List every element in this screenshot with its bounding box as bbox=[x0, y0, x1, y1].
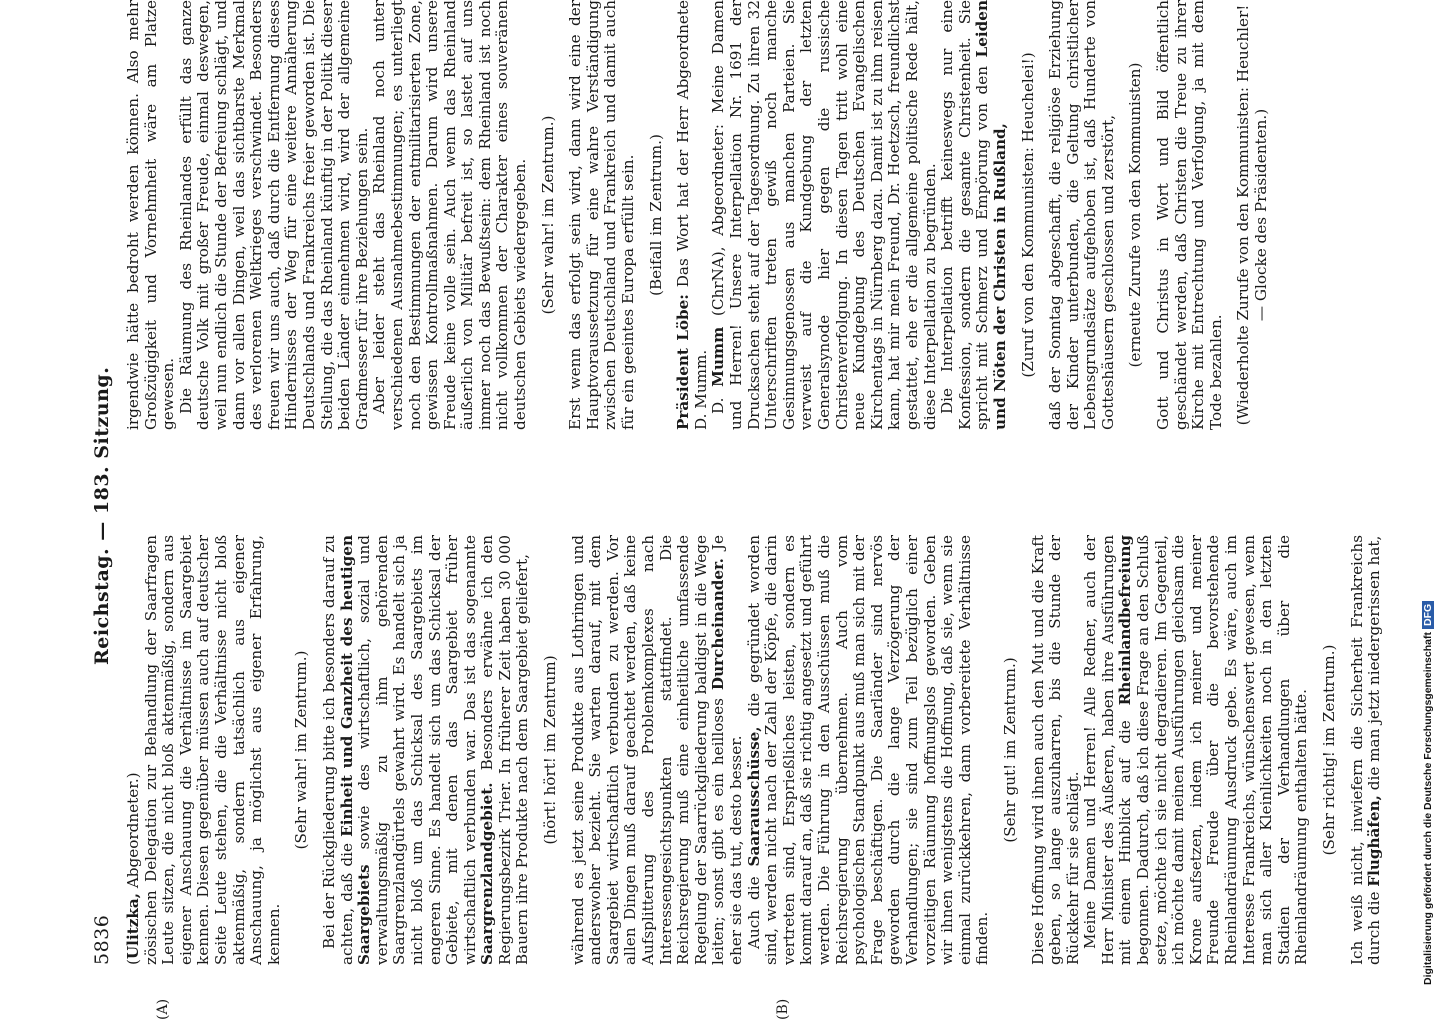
paragraph: Meine Damen und Herren! Alle Redner, auch der Herr Minister des Äußeren, haben ihre Ausführungen mit einem Hinblick auf die Rheinlandbefreiung begonnen. Dadurch, daß ich diese Frage an den Schluß setze, möchte ich sie nicht degradieren. Im Gegenteil, ich möchte damit meinen Ausführungen gleichsam die Krone aufsetzen, indem ich meiner und meiner Freunde Freude über die bevorstehende Rheinlandräumung Ausdruck gebe. Es wäre, auch im Interesse Frankreichs, wünschenswert gewesen, wenn man sich aller Kleinlichkeiten noch in den letzten Stadien der Verhandlungen über die Rheinlandräumung enthalten hätte. bbox=[1081, 535, 1311, 965]
paragraph: (Ulitzka, Abgeordneter.) bbox=[124, 772, 142, 965]
interjection: (Sehr gut! im Zentrum.) bbox=[1000, 657, 1019, 843]
margin-marker-a: (A) bbox=[155, 998, 171, 1020]
paragraph: Aber leider steht das Rheinland noch unter verschiedenen Ausnahmebestimmungen; es unterliegt noch den Bestimmungen der entmilitarisierten Zone, gewissen Kontrollmaßnahmen. Darum wird unsere Freude keine volle sein. Auch wenn das Rheinland äußerlich von Militär befreit ist, so lastet auf uns immer noch das Bewußtsein: dem Rheinland ist noch nicht vollkommen der Charakter eines souveränen deutschen Gebiets wiedergegeben. bbox=[370, 0, 530, 430]
credit-text: Digitalisierung gefördert durch die Deutsche Forschungsgemeinschaft bbox=[1422, 632, 1434, 985]
digitization-credit bbox=[1422, 601, 1434, 985]
interjection: (Sehr richtig! im Zentrum.) bbox=[1320, 644, 1338, 856]
text-column-left bbox=[125, 535, 1384, 965]
rotated-page bbox=[85, 0, 1384, 1020]
text-column-right bbox=[125, 0, 1281, 430]
paragraph: Präsident Löbe: Das Wort hat der Herr Abgeordnete D. Mumm. bbox=[674, 0, 710, 430]
interjection: (Zuruf von den Kommunisten: Heuchelei!) bbox=[1018, 52, 1037, 378]
page-number: 5836 bbox=[91, 914, 113, 965]
interjection: (Beifall im Zentrum.) bbox=[646, 134, 665, 296]
paragraph: Gott und Christus in Wort und Bild öffentlich geschändet werden, daß Christen die Treue zu ihrer Kirche mit Entrechtung und Verfolgung, ja mit dem Tode bezahlen. bbox=[1154, 0, 1225, 430]
paragraph: Erst wenn das erfolgt sein wird, dann wird eine der Hauptvoraussetzung für eine wahre Verständigung zwischen Deutschland und Frankreich und damit auch für ein geeintes Europa erfüllt sein. bbox=[566, 0, 638, 430]
paragraph: zösischen Delegation zur Behandlung der Saarfragen Leute sitzen, die nicht bloß aktenmäßig, sondern aus eigener Anschauung die Verhältnisse im Saargebiet kennen. Diesen gegenüber müssen auch auf deutscher Seite Leute stehen, die die Verhältnisse nicht bloß aktenmäßig, sondern tatsächlich aus eigener Anschauung, ja möglichst aus eigener Erfahrung, kennen. bbox=[141, 535, 283, 965]
interjection: (Wiederholte Zurufe von den Kommunisten: Heuchler! — Glocke des Präsidenten.) bbox=[1234, 4, 1271, 426]
interjection: (erneute Zurufe von den Kommunisten) bbox=[1126, 62, 1145, 368]
paragraph: Diese Hoffnung wird ihnen auch den Mut und die Kraft geben, so lange auszuharren, bis die Stunde der Rückkehr für sie schlägt. bbox=[1028, 535, 1082, 965]
paragraph: Ich weiß nicht, inwiefern die Sicherheit Frankreichs durch die Flughäfen, die man jetzt niedergerissen hat, bbox=[1347, 535, 1384, 965]
paragraph: während es jetzt seine Produkte aus Lothringen und anderswoher bezieht. Sie warten darauf, mit dem Saargebiet wirtschaftlich verbunden zu werden. Vor allen Dingen muß darauf geachtet werden, daß keine Aufsplitterung des Problemkomplexes nach Interessengesichtspunkten stattfindet. Die Reichsregierung muß eine einheitliche umfassende Regelung der Saarrückgliederung baldigst in die Wege leiten; sonst gibt es ein heilloses Durcheinander. Je eher sie das tut, desto besser. bbox=[568, 535, 745, 965]
interjection: (Sehr wahr! im Zentrum.) bbox=[292, 650, 311, 850]
paragraph: irgendwie hätte bedroht werden können. Also mehr Großzügigkeit und Vornehmheit wäre am Platze gewesen. bbox=[124, 0, 178, 430]
paragraph: Auch die Saarausschüsse, die gegründet worden sind, werden nicht nach der Zahl der Köpfe, die darin vertreten sind, Ersprießliches leisten, sondern es kommt darauf an, daß sie richtig angesetzt und geführt werden. Die Führung in den Ausschüssen muß die Reichsregierung übernehmen. Auch vom psychologischen Standpunkt aus muß man sich mit der Frage beschäftigen. Die Saarländer sind nervös geworden durch die lange Verzögerung der Verhandlungen; sie sind zum Teil bezüglich einer vorzeitigen Räumung hoffnungslos geworden. Geben wir ihnen wenigstens die Hoffnung, daß sie, wenn sie einmal zurückkehren, dann vorbereitete Verhältnisse finden. bbox=[744, 534, 992, 965]
header-session: Reichstag. — 183. Sitzung. bbox=[91, 366, 113, 665]
paragraph: D. Mumm (ChrNA), Abgeordneter: Meine Damen und Herren! Unsere Interpellation Nr. 1691 der Drucksachen steht auf der Tagesordnung. Zu ihren 32 Unterschriften treten gewiß noch manche Gesinnungsgenossen aus manchen Parteien. Sie verweist auf die Kundgebung der letzten Generalsynode hier gegen die russische Christenverfolgung. In diesen Tagen tritt wohl eine neue Kundgebung des Deutschen Evangelischen Kirchentags in Nürnberg dazu. Damit ist zu ihm reisen kann, hat mir mein Freund, Dr. Hoetzsch, freundlichst gestattet, ehe er die allgemeine politische Rede hält, diese Interpellation zu begründen. bbox=[709, 0, 939, 430]
page-header bbox=[85, 65, 125, 965]
paragraph: daß der Sonntag abgeschafft, die religiöse Erziehung der Kinder unterbunden, die Geltung christlicher Lebensgrundsätze aufgehoben ist, daß Hunderte von Gotteshäusern geschlossen und zerstört, bbox=[1046, 0, 1117, 430]
paragraph: Die Räumung des Rheinlandes erfüllt das ganze deutsche Volk mit großer Freude, einmal deswegen, weil nun endlich die Stunde der Befreiung schlägt, und dann vor allen Dingen, weil das sichtbarste Merkmal des verlorenen Weltkrieges verschwindet. Besonders freuen wir uns auch, daß durch die Entfernung dieses Hindernisses der Weg für eine weitere Annäherung Deutschlands und Frankreichs freier geworden ist. Die Stellung, die das Rheinland künftig in der Politik dieser beiden Länder einnehmen wird, wird der allgemeine Gradmesser für ihre Beziehungen sein. bbox=[176, 0, 371, 430]
paragraph: Die Interpellation betrifft keineswegs nur eine Konfession, sondern die gesamte Christenheit. Sie spricht mit Schmerz und Empörung von den Leiden und Nöten der Christen in Rußland, bbox=[938, 0, 1009, 430]
dfg-logo: DFG bbox=[1422, 601, 1434, 629]
interjection: (hört! hört! im Zentrum) bbox=[541, 655, 560, 845]
margin-marker-b: (B) bbox=[775, 998, 791, 1020]
paragraph: Bei der Rückgliederung bitte ich besonders darauf zu achten, daß die Einheit und Ganzheit des heutigen Saargebiets sowie des wirtschaftlich, sozial und verwaltungsmäßig zu ihm gehörenden Saargrenzlandgürtels gewahrt wird. Es handelt sich ja nicht bloß um das Schicksal des Saargebiets im engeren Sinne. Es handelt sich um das Schicksal der Gebiete, mit denen das Saargebiet früher wirtschaftlich verbunden war. Das ist das sogenannte Saargrenzlandgebiet. Besonders erwähne ich den Regierungsbezirk Trier. In früherer Zeit haben 30 000 Bauern ihre Produkte nach dem Saargebiet geliefert, bbox=[319, 534, 532, 965]
interjection: (Sehr wahr! im Zentrum.) bbox=[538, 115, 557, 315]
